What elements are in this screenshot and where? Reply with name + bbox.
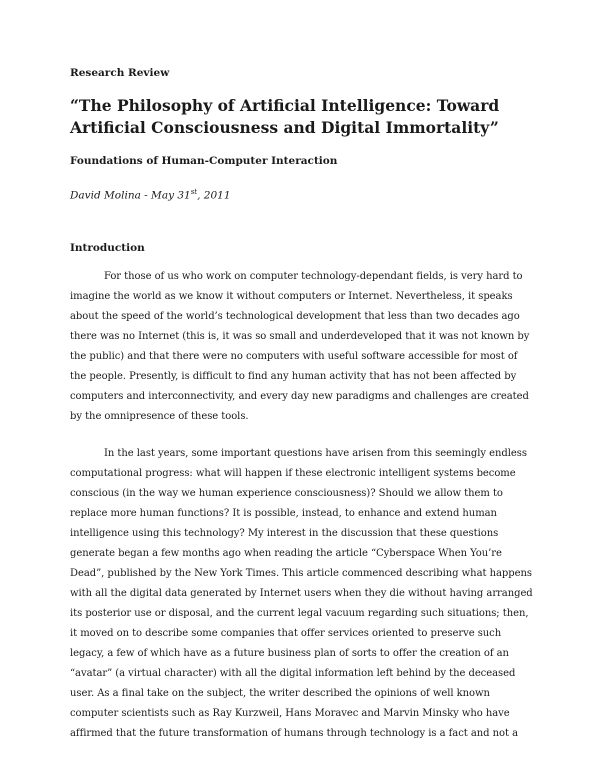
byline-prefix: David Molina - May 31 — [70, 189, 191, 202]
document-page — [70, 66, 534, 761]
document-title: “The Philosophy of Artificial Intelligence: Toward Artificial Consciousness and Digital Immortality” — [70, 96, 500, 137]
section-heading: Introduction — [70, 241, 145, 254]
course-name: Foundations of Human-Computer Interaction — [70, 155, 338, 167]
byline-suffix: , 2011 — [197, 189, 231, 202]
byline-ordinal-suffix: st — [190, 188, 198, 196]
body-paragraph-2: In the last years, some important questions have arisen from this seemingly endless computational progress: what will happen if these electronic intelligent systems become conscious (in the way we human experience consciousness)? Should we allow them to replace more human functions? It is possible, instead, to enhance and extend human intelligence using this technology? My interest in the discussion that these questions generate began a few months ago when reading the article “Cyberspace When You’re Dead”, published by the New York Times. This article commenced describing what happens with all the digital data generated by Internet users when they die without having arranged its posterior use or disposal, and the current legal vacuum regarding such situations; then, it moved on to describe some companies that offer services oriented to preserve such legacy, a few of which have as a future business plan of sorts to offer the creation of an “avatar” (a virtual character) with all the digital information left behind by the deceased user. As a final take on the subject, the writer described the opinions of well known computer scientists such as Ray Kurzweil, Hans Moravec and Marvin Minsky who have affirmed that the future transformation of humans through technology is a fact and not a — [70, 447, 533, 739]
author-date-byline — [70, 185, 534, 203]
body-paragraph-1: For those of us who work on computer technology-dependant fields, is very hard to imagine the world as we know it without computers or Internet. Nevertheless, it speaks about the speed of the world’s technological development that less than two decades ago there was no Internet (this is, it was so small and underdeveloped that it was not known by the public) and that there were no computers with useful software accessible for most of the people. Presently, is difficult to find any human activity that has not been affected by computers and interconnectivity, and every day new paradigms and challenges are created by the omnipresence of these tools. — [70, 270, 530, 422]
document-label: Research Review — [70, 67, 170, 79]
